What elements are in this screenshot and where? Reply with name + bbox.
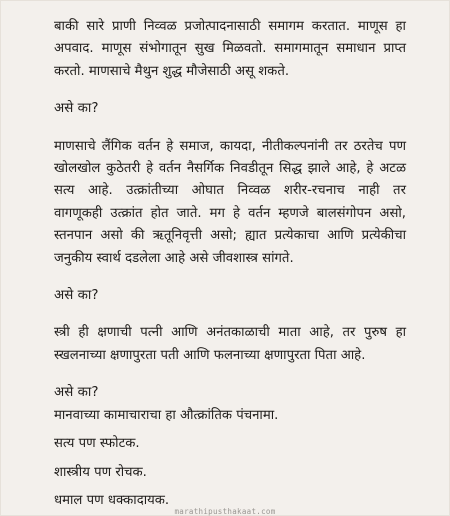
text-line: सत्य आहे. उत्क्रांतीच्या ओघात निव्वळ शरीर-रचनाच नाही तर	[54, 183, 406, 199]
text-line: मानवाच्या कामाचाराचा हा औत्क्रांतिक पंचनामा.	[54, 407, 279, 423]
text-line: करतो. माणसाचे मैथुन शुद्ध मौजेसाठी असू शकते.	[54, 63, 290, 79]
paragraph-gap	[54, 367, 406, 382]
text-line: बाकी सारे प्राणी निव्वळ प्रजोत्पादनासाठी समागम करतात. माणूस हा	[54, 19, 406, 34]
text-line: स्त्री ही क्षणाची पत्नी आणि अनंतकाळाची माता आहे, तर पुरुष हा	[54, 325, 406, 341]
text-line: सत्य पण स्फोटक.	[54, 436, 140, 452]
text-line: वागणूकही उत्क्रांत होत जाते. मग हे वर्तन म्हणजे बालसंगोपन असो,	[54, 205, 406, 221]
closing-lines	[54, 405, 406, 513]
paragraph-evolution	[54, 136, 406, 270]
paragraph-gap	[54, 83, 406, 98]
site-watermark: marathipusthakaat.com	[174, 507, 276, 516]
paragraph-gap	[54, 270, 406, 285]
question-heading: असे का?	[54, 288, 99, 304]
text-line: स्तनपान असो की ऋतूनिवृत्ती असो; ह्यात प्रत्येकाचा आणि प्रत्येकीचा	[54, 228, 406, 244]
text-line: माणसाचे लैंगिक वर्तन हे समाज, कायदा, नीतीकल्पनांनी तर ठरतेच पण	[54, 138, 406, 154]
text-line: स्खलनाच्या क्षणापुरता पती आणि फलनाच्या क्षणापुरता पिता आहे.	[54, 347, 366, 363]
paragraph-roles	[54, 322, 406, 367]
text-line: धमाल पण धक्कादायक.	[54, 492, 170, 508]
question-heading: असे का?	[54, 101, 99, 117]
paragraph-intro	[54, 16, 406, 83]
question-heading: असे का?	[54, 385, 99, 401]
text-line: जनुकीय स्वार्थ दडलेला आहे असे जीवशास्त्र सांगते.	[54, 250, 294, 266]
text-line: शास्त्रीय पण रोचक.	[54, 464, 147, 480]
page-text	[54, 16, 406, 512]
text-line: खोलखोल कुठेतरी हे वर्तन नैसर्गिक निवडीतून सिद्ध झाले आहे, हे अटळ	[54, 161, 406, 177]
paragraph-gap	[54, 307, 406, 322]
paragraph-gap	[54, 121, 406, 136]
text-line: अपवाद. माणूस संभोगातून सुख मिळवतो. समागमातून समाधान प्राप्त	[54, 41, 406, 57]
